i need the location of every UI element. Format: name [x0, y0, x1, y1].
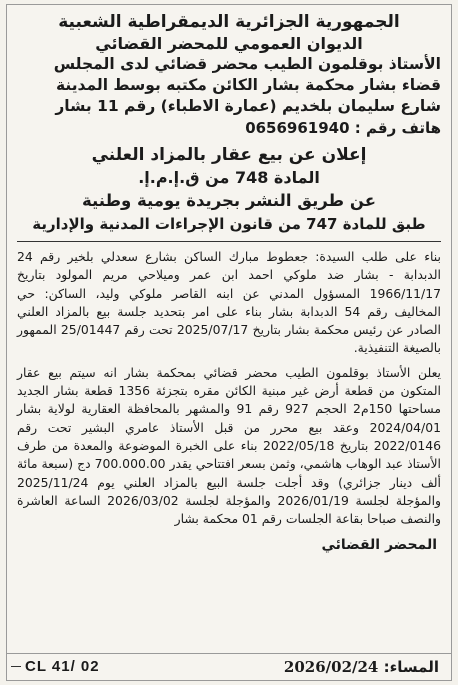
footer	[7, 653, 451, 680]
paragraph-request: بناء على طلب السيدة: جعطوط مبارك الساكن بشارع سعدلي بلخير رقم 24 الدبدابة - بشار ضد ملوكي احمد ابن عمر وميلاحي مريم المولود بتاريخ 1966/11/17 المسؤول المدني عن ابنه القاصر ملوكي وليد، الساكن: حي المخاليف رقم 54 الدبدابة بشار بناء على امر بتحديد جلسة بيع بالمزاد العلني الصادر عن رئيس محكمة بشار بتاريخ 2025/07/17 تحت رقم 25/01447 الممهور بالصيغة التنفيذية.	[17, 249, 442, 356]
bailiff-line: الأستاذ بوقلمون الطيب محضر قضائي لدى المجلس	[53, 55, 441, 73]
publication-date	[284, 654, 439, 680]
phone-number: 0656961940	[245, 119, 350, 137]
announcement-title: إعلان عن بيع عقار بالمزاد العلني	[91, 145, 367, 165]
phone-label: هاتف رقم :	[354, 119, 441, 137]
paragraph-sale: يعلن الأستاذ بوقلمون الطيب محضر قضائي بمحكمة بشار انه سيتم بيع عقار المتكون من قطعة أرض غير مبنية الكائن مقره بتجزئة 1356 قطعة بشار الجديد مساحتها 150م2 الحجم 927 رقم 91 والمشهر بالمحافظة العقارية لولاية بشار 2024/04/01 وعقد بيع محرر من قبل الأستاذ عامري البشير تحت رقم 2022/0146 بتاريخ 2022/05/18 بناء على الخبرة الموضوعة والمعدة من طرف الأستاذ عبد الوهاب هاشمي، وثمن بسعر افتتاحي يقدر 700.000.00 دج (سبعة مائة ألف دينار جزائري) وقد أجلت جلسة البيع بالمزاد العلني يوم 2025/11/24 والمؤجلة لجلسة 2026/01/19 والمؤجلة لجلسة 2026/03/02 الساعة العاشرة والنصف صباحا بقاعة الجلسات رقم 01 محكمة بشار	[17, 364, 441, 527]
signature: المحضر القضائي	[321, 537, 437, 554]
publication-title: عن طريق النشر بجريدة يومية وطنية	[82, 191, 376, 210]
street-line: شارع سليمان بلخديم (عمارة الاطباء) رقم 11 بشار	[55, 97, 441, 115]
header	[7, 5, 451, 117]
phone-row	[7, 117, 451, 139]
footer-dash	[11, 666, 21, 667]
date-label: المساء:	[383, 658, 439, 676]
republic-title: الجمهورية الجزائرية الديمقراطية الشعبية	[58, 12, 400, 32]
date-value: 2026/02/24	[283, 658, 379, 676]
office-title: الديوان العمومي للمحضر القضائي	[95, 34, 363, 53]
announcement-page	[6, 4, 452, 681]
article-title: المادة 748 من ق.إ.م.إ.	[138, 168, 320, 187]
titles	[7, 143, 451, 235]
reference-code: CL 41/ 02	[25, 658, 100, 675]
announcement-body	[7, 242, 451, 528]
court-line: قضاء بشار محكمة بشار الكائن مكتبه بوسط المدينة	[56, 76, 441, 94]
applying-title: طبق للمادة 747 من قانون الإجراءات المدنية والإدارية	[32, 215, 426, 233]
